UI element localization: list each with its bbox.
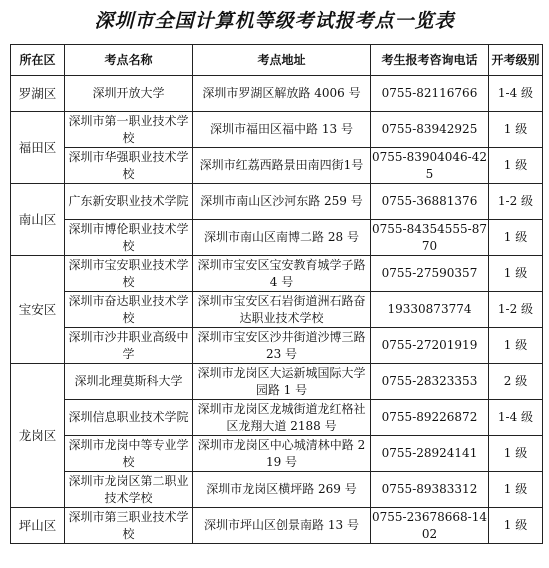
district-cell: 宝安区 (11, 256, 65, 364)
level-cell: 1 级 (489, 112, 543, 148)
site-name-cell: 深圳开放大学 (65, 76, 193, 112)
table-row (11, 76, 543, 112)
district-cell: 南山区 (11, 184, 65, 256)
page-title: 深圳市全国计算机等级考试报考点一览表 (94, 10, 455, 32)
level-cell: 1-4 级 (489, 76, 543, 112)
site-name-cell: 深圳市第一职业技术学校 (65, 112, 193, 148)
level-cell: 1 级 (489, 328, 543, 364)
address-cell: 深圳市罗湖区解放路 4006 号 (193, 76, 371, 112)
header-site-name: 考点名称 (65, 45, 193, 76)
phone-cell: 0755-28924141 (371, 436, 489, 472)
table-row (11, 400, 543, 436)
address-cell: 深圳市福田区福中路 13 号 (193, 112, 371, 148)
phone-cell: 0755-89383312 (371, 472, 489, 508)
district-cell: 罗湖区 (11, 76, 65, 112)
level-cell: 1 级 (489, 508, 543, 544)
phone-cell: 0755-27590357 (371, 256, 489, 292)
address-cell: 深圳市龙岗区中心城清林中路 219 号 (193, 436, 371, 472)
address-cell: 深圳市南山区沙河东路 259 号 (193, 184, 371, 220)
level-cell: 1 级 (489, 436, 543, 472)
site-name-cell: 深圳信息职业技术学院 (65, 400, 193, 436)
district-cell: 福田区 (11, 112, 65, 184)
phone-cell: 0755-36881376 (371, 184, 489, 220)
table-row (11, 256, 543, 292)
level-cell: 1 级 (489, 256, 543, 292)
phone-cell: 0755-28323353 (371, 364, 489, 400)
level-cell: 1-2 级 (489, 184, 543, 220)
table-row (11, 328, 543, 364)
table-row (11, 292, 543, 328)
table-row (11, 472, 543, 508)
phone-cell: 0755-27201919 (371, 328, 489, 364)
table-row (11, 112, 543, 148)
site-name-cell: 深圳市第三职业技术学校 (65, 508, 193, 544)
level-cell: 2 级 (489, 364, 543, 400)
address-cell: 深圳市红荔西路景田南四街1号 (193, 148, 371, 184)
address-cell: 深圳市龙岗区龙城街道龙红格社区龙翔大道 2188 号 (193, 400, 371, 436)
exam-site-table (10, 44, 543, 544)
phone-cell: 0755-23678668-1402 (371, 508, 489, 544)
address-cell: 深圳市宝安区宝安教育城学子路 4 号 (193, 256, 371, 292)
level-cell: 1 级 (489, 472, 543, 508)
site-name-cell: 深圳市龙岗中等专业学校 (65, 436, 193, 472)
level-cell: 1-2 级 (489, 292, 543, 328)
site-name-cell: 深圳市华强职业技术学校 (65, 148, 193, 184)
level-cell: 1-4 级 (489, 400, 543, 436)
table-row (11, 220, 543, 256)
address-cell: 深圳市龙岗区大运新城国际大学园路 1 号 (193, 364, 371, 400)
table-row (11, 436, 543, 472)
level-cell: 1 级 (489, 220, 543, 256)
site-name-cell: 深圳市宝安职业技术学校 (65, 256, 193, 292)
site-name-cell: 深圳市博伦职业技术学校 (65, 220, 193, 256)
table-row (11, 508, 543, 544)
address-cell: 深圳市宝安区沙井街道沙博三路 23 号 (193, 328, 371, 364)
site-name-cell: 广东新安职业技术学院 (65, 184, 193, 220)
address-cell: 深圳市龙岗区横坪路 269 号 (193, 472, 371, 508)
site-name-cell: 深圳市沙井职业高级中学 (65, 328, 193, 364)
phone-cell: 0755-83942925 (371, 112, 489, 148)
phone-cell: 0755-83904046-425 (371, 148, 489, 184)
phone-cell: 0755-84354555-8770 (371, 220, 489, 256)
site-name-cell: 深圳市龙岗区第二职业技术学校 (65, 472, 193, 508)
site-name-cell: 深圳市奋达职业技术学校 (65, 292, 193, 328)
district-cell: 坪山区 (11, 508, 65, 544)
district-cell: 龙岗区 (11, 364, 65, 508)
address-cell: 深圳市南山区南博二路 28 号 (193, 220, 371, 256)
header-phone: 考生报考咨询电话 (371, 45, 489, 76)
table-row (11, 184, 543, 220)
address-cell: 深圳市宝安区石岩街道洲石路奋达职业技术学校 (193, 292, 371, 328)
phone-cell: 0755-82116766 (371, 76, 489, 112)
site-name-cell: 深圳北理莫斯科大学 (65, 364, 193, 400)
address-cell: 深圳市坪山区创景南路 13 号 (193, 508, 371, 544)
header-district: 所在区 (11, 45, 65, 76)
table-row (11, 364, 543, 400)
phone-cell: 0755-89226872 (371, 400, 489, 436)
header-level: 开考级别 (489, 45, 543, 76)
table-row (11, 148, 543, 184)
phone-cell: 19330873774 (371, 292, 489, 328)
table-header-row (11, 45, 543, 76)
level-cell: 1 级 (489, 148, 543, 184)
header-address: 考点地址 (193, 45, 371, 76)
